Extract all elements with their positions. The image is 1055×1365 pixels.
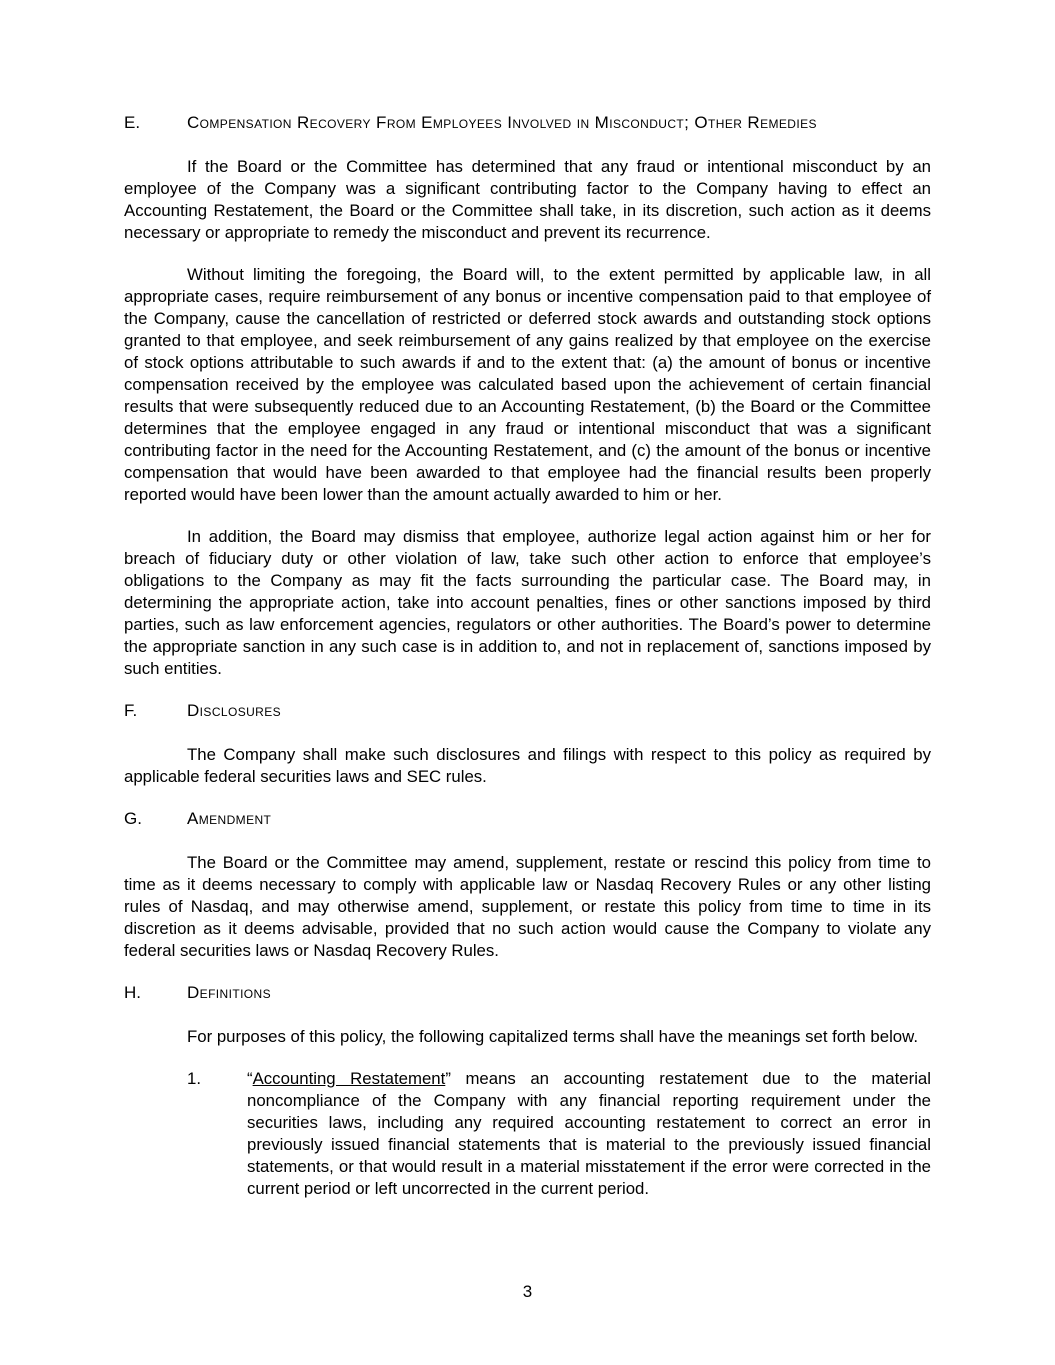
- section-e-heading: [124, 112, 931, 134]
- definition-open-quote: “: [247, 1069, 253, 1088]
- section-e-paragraph-1: If the Board or the Committee has determined that any fraud or intentional misconduct by an employee of the Company was a significant contributing factor to the Company having to effect an Accounting Restatement, the Board or the Committee shall take, in its discretion, such action as it deems necessary or appropriate to remedy the misconduct and prevent its recurrence.: [124, 157, 931, 242]
- definition-term: Accounting Restatement: [252, 1069, 446, 1088]
- section-h-heading: [124, 982, 931, 1004]
- definition-item-number: 1.: [187, 1069, 201, 1088]
- section-e-title: Compensation Recovery From Employees Involved in Misconduct; Other Remedies: [187, 113, 817, 132]
- section-f-number: F.: [124, 701, 138, 720]
- section-h-intro: For purposes of this policy, the following capitalized terms shall have the meanings set forth below.: [187, 1027, 918, 1046]
- definition-item-text: [247, 1068, 931, 1200]
- definition-item: [187, 1068, 931, 1200]
- section-f-heading: [124, 700, 931, 722]
- definition-close-quote: ”: [445, 1069, 451, 1088]
- section-g-heading: [124, 808, 931, 830]
- section-h-number: H.: [124, 983, 141, 1002]
- section-f-paragraph-1: The Company shall make such disclosures and filings with respect to this policy as required by applicable federal securities laws and SEC rules.: [124, 745, 931, 786]
- section-g-title: Amendment: [187, 809, 272, 828]
- section-g-number: G.: [124, 809, 142, 828]
- section-e-paragraph-2: Without limiting the foregoing, the Board will, to the extent permitted by applicable law, in all appropriate cases, require reimbursement of any bonus or incentive compensation paid to that employee of the Company, cause the cancellation of restricted or deferred stock awards and outstanding stock options granted to that employee, and seek reimbursement of any gains realized by that employee on the exercise of stock options attributable to such awards if and to the extent that: (a) the amount of bonus or incentive compensation received by the employee was calculated based upon the achievement of certain financial results that were subsequently reduced due to an Accounting Restatement, (b) the Board or the Committee determines that the employee engaged in any fraud or intentional misconduct that was a significant contributing factor in the need for the Accounting Restatement, and (c) the amount of the bonus or incentive compensation that would have been awarded to that employee had the financial results been properly reported would have been lower than the amount actually awarded to him or her.: [124, 265, 931, 504]
- definition-body: means an accounting restatement due to the material noncompliance of the Company with any financial reporting requirement under the securities laws, including any required accounting restatement to correct an error in previously issued financial statements that is material to the previously issued financial statements, or that would result in a material misstatement if the error were corrected in the current period or left uncorrected in the current period.: [247, 1069, 931, 1198]
- section-f-title: Disclosures: [187, 701, 282, 720]
- section-e-number: E.: [124, 113, 141, 132]
- section-g-paragraph-1: The Board or the Committee may amend, supplement, restate or rescind this policy from time to time as it deems necessary to comply with applicable law or Nasdaq Recovery Rules or any other listing rules of Nasdaq, and may otherwise amend, supplement, or restate this policy from time to time in its discretion as it deems advisable, provided that no such action would cause the Company to violate any federal securities laws or Nasdaq Recovery Rules.: [124, 853, 931, 960]
- section-h-title: Definitions: [187, 983, 272, 1002]
- page-number: 3: [522, 1282, 533, 1301]
- section-e-paragraph-3: In addition, the Board may dismiss that employee, authorize legal action against him or her for breach of fiduciary duty or other violation of law, take such other action to enforce that employee’s obligations to the Company as may fit the facts surrounding the particular case. The Board may, in determining the appropriate action, take into account penalties, fines or other sanctions imposed by third parties, such as law enforcement agencies, regulators or other authorities. The Board’s power to determine the appropriate sanction in any such case is in addition to, and not in replacement of, sanctions imposed by such entities.: [124, 527, 931, 678]
